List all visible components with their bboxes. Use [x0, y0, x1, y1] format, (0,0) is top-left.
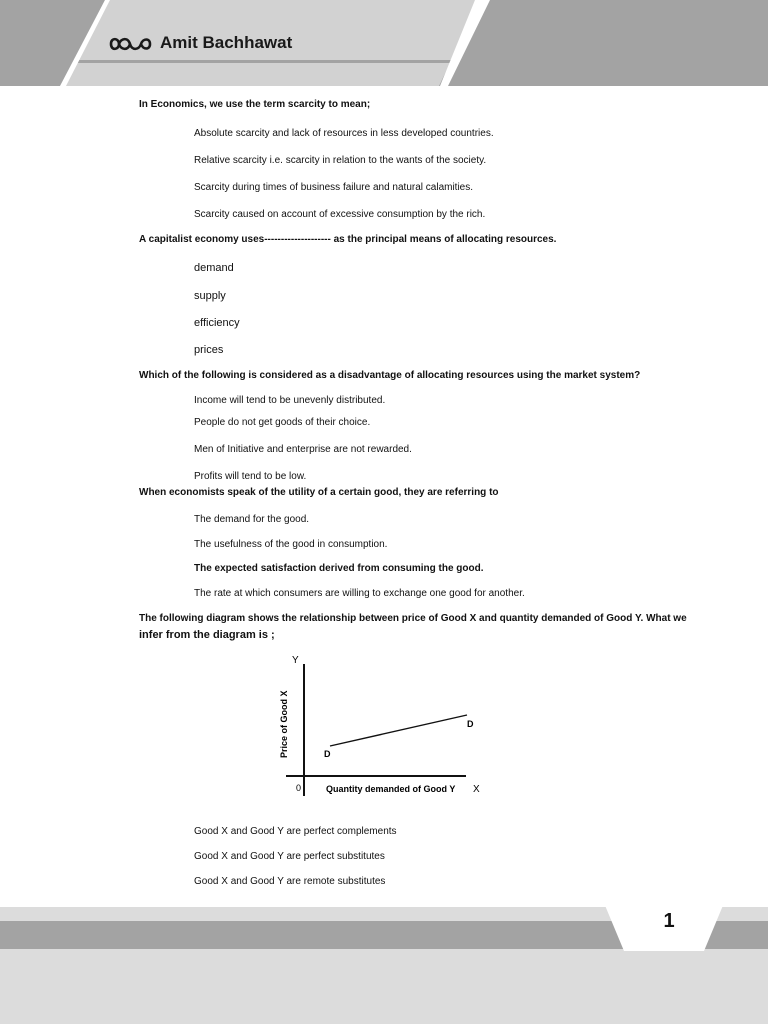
question-1: In Economics, we use the term scarcity to mean; [139, 99, 371, 110]
question-5-line-2: infer from the diagram is ; [139, 629, 275, 641]
curve-label-end: D [467, 719, 474, 729]
q5-option-1[interactable]: Good X and Good Y are perfect complements [194, 826, 397, 837]
q4-option-3[interactable]: The expected satisfaction derived from consuming the good. [194, 563, 484, 574]
q4-option-2[interactable]: The usefulness of the good in consumption. [194, 539, 388, 550]
infinity-icon [108, 34, 152, 54]
x-axis-title: Quantity demanded of Good Y [326, 784, 456, 794]
q2-option-1[interactable]: demand [194, 262, 234, 274]
q4-option-4[interactable]: The rate at which consumers are willing to exchange one good for another. [194, 588, 525, 599]
y-axis-title: Price of Good X [279, 690, 289, 758]
brand-name: Amit Bachhawat [160, 33, 293, 52]
x-axis-label: X [473, 784, 480, 795]
q2-option-2[interactable]: supply [194, 290, 226, 302]
page-number: 1 [663, 910, 675, 932]
q3-option-4[interactable]: Profits will tend to be low. [194, 471, 307, 482]
y-axis-label: Y [292, 655, 299, 666]
q3-option-2[interactable]: People do not get goods of their choice. [194, 417, 371, 428]
q1-option-3[interactable]: Scarcity during times of business failure and natural calamities. [194, 182, 474, 193]
q1-option-2[interactable]: Relative scarcity i.e. scarcity in relation to the wants of the society. [194, 155, 487, 166]
question-4: When economists speak of the utility of a certain good, they are referring to [139, 487, 499, 498]
demand-diagram [260, 650, 500, 800]
q1-option-1[interactable]: Absolute scarcity and lack of resources in less developed countries. [194, 128, 494, 139]
q1-option-4[interactable]: Scarcity caused on account of excessive consumption by the rich. [194, 209, 486, 220]
question-3: Which of the following is considered as a disadvantage of allocating resources using the market system? [139, 370, 641, 381]
origin-label: 0 [296, 783, 302, 793]
q3-option-1[interactable]: Income will tend to be unevenly distributed. [194, 395, 386, 406]
curve-label-start: D [324, 749, 331, 759]
q2-option-3[interactable]: efficiency [194, 317, 240, 329]
q5-option-2[interactable]: Good X and Good Y are perfect substitutes [194, 851, 385, 862]
question-5-line-1: The following diagram shows the relationship between price of Good X and quantity demanded of Good Y. What we [139, 613, 687, 624]
q2-option-4[interactable]: prices [194, 344, 224, 356]
demand-curve [330, 715, 467, 746]
q4-option-1[interactable]: The demand for the good. [194, 514, 310, 525]
question-2: A capitalist economy uses-------------------- as the principal means of allocating resources. [139, 234, 557, 245]
q3-option-3[interactable]: Men of Initiative and enterprise are not rewarded. [194, 444, 412, 455]
q5-option-3[interactable]: Good X and Good Y are remote substitutes [194, 876, 386, 887]
